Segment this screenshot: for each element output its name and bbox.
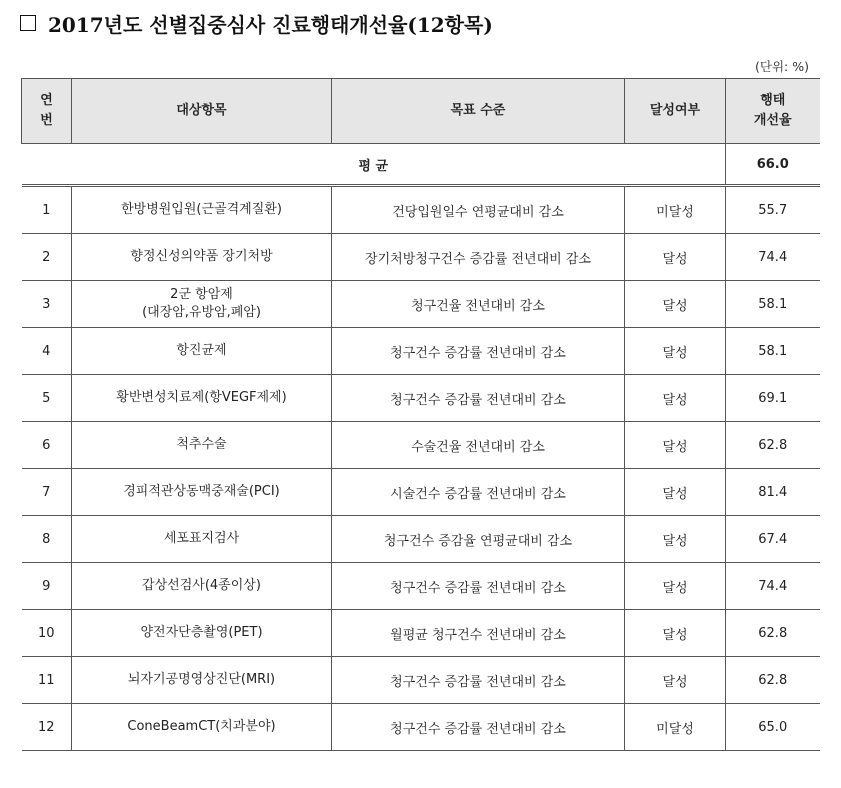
row-item	[72, 469, 332, 516]
row-target: 월평균 청구건수 전년대비 감소	[332, 610, 625, 657]
row-no: 3	[22, 281, 72, 328]
header-target: 목표 수준	[332, 79, 625, 144]
header-rate-line2: 개선율	[753, 113, 792, 128]
row-no: 11	[22, 657, 72, 704]
row-no: 7	[22, 469, 72, 516]
row-no: 4	[22, 328, 72, 375]
row-item	[72, 610, 332, 657]
row-no: 10	[22, 610, 72, 657]
row-achieved: 미달성	[625, 704, 726, 751]
row-rate: 74.4	[726, 563, 820, 610]
row-item-line1: 척추수술	[176, 437, 227, 452]
header-no	[22, 79, 72, 144]
table-row	[22, 704, 820, 751]
row-achieved: 미달성	[625, 186, 726, 234]
row-target: 청구건수 증감률 전년대비 감소	[332, 704, 625, 751]
header-achieved: 달성여부	[625, 79, 726, 144]
row-item-line1: 갑상선검사(4종이상)	[142, 578, 261, 593]
row-rate: 81.4	[726, 469, 820, 516]
header-no-line2: 번	[40, 113, 53, 128]
average-value: 66.0	[726, 144, 820, 186]
row-item-line1: 항진균제	[176, 343, 227, 358]
row-achieved: 달성	[625, 563, 726, 610]
header-item: 대상항목	[72, 79, 332, 144]
row-rate: 65.0	[726, 704, 820, 751]
row-rate: 62.8	[726, 422, 820, 469]
average-row	[22, 144, 820, 186]
row-target: 수술건율 전년대비 감소	[332, 422, 625, 469]
row-rate: 67.4	[726, 516, 820, 563]
average-label: 평 균	[22, 144, 726, 186]
row-item	[72, 186, 332, 234]
row-achieved: 달성	[625, 610, 726, 657]
row-item	[72, 704, 332, 751]
row-rate: 74.4	[726, 234, 820, 281]
row-no: 1	[22, 186, 72, 234]
table-row	[22, 375, 820, 422]
header-rate	[726, 79, 820, 144]
table-row	[22, 469, 820, 516]
row-no: 12	[22, 704, 72, 751]
table-row	[22, 563, 820, 610]
row-target: 청구건수 증감율 연평균대비 감소	[332, 516, 625, 563]
row-rate: 69.1	[726, 375, 820, 422]
checkbox-square-icon	[20, 15, 36, 31]
row-item-line1: 한방병원입원(근골격계질환)	[121, 202, 282, 217]
row-item-line1: 세포표지검사	[163, 531, 240, 546]
row-achieved: 달성	[625, 469, 726, 516]
row-item-line1: 뇌자기공명영상진단(MRI)	[127, 672, 276, 687]
row-target: 청구건수 증감률 전년대비 감소	[332, 563, 625, 610]
row-achieved: 달성	[625, 375, 726, 422]
row-item	[72, 234, 332, 281]
row-no: 6	[22, 422, 72, 469]
row-item-line1: ConeBeamCT(치과분야)	[127, 719, 276, 734]
row-item-line1: 황반변성치료제(항VEGF제제)	[116, 390, 287, 405]
table-row	[22, 610, 820, 657]
row-achieved: 달성	[625, 657, 726, 704]
table-row	[22, 234, 820, 281]
title-text: 2017년도 선별집중심사 진료행태개선율(12항목)	[48, 12, 493, 37]
table-row	[22, 516, 820, 563]
row-no: 2	[22, 234, 72, 281]
row-item-line1: 향정신성의약품 장기처방	[130, 249, 273, 264]
row-item-line1: 양전자단층촬영(PET)	[140, 625, 263, 640]
row-rate: 58.1	[726, 328, 820, 375]
row-item-line1: 경피적관상동맥중재술(PCI)	[123, 484, 280, 499]
document-title	[20, 8, 493, 38]
row-target: 청구건수 증감률 전년대비 감소	[332, 657, 625, 704]
row-item	[72, 328, 332, 375]
row-target: 시술건수 증감률 전년대비 감소	[332, 469, 625, 516]
row-item	[72, 516, 332, 563]
row-item	[72, 281, 332, 328]
row-achieved: 달성	[625, 234, 726, 281]
table-row	[22, 186, 820, 234]
row-achieved: 달성	[625, 328, 726, 375]
row-no: 9	[22, 563, 72, 610]
table-row	[22, 328, 820, 375]
table-header-row	[22, 79, 820, 144]
row-rate: 62.8	[726, 657, 820, 704]
table-row	[22, 281, 820, 328]
table-row	[22, 657, 820, 704]
row-rate: 62.8	[726, 610, 820, 657]
row-target: 청구건수 증감률 전년대비 감소	[332, 328, 625, 375]
row-item-line2: (대장암,유방암,폐암)	[142, 305, 261, 320]
row-target: 청구건율 전년대비 감소	[332, 281, 625, 328]
row-item	[72, 422, 332, 469]
row-no: 8	[22, 516, 72, 563]
row-target: 장기처방청구건수 증감률 전년대비 감소	[332, 234, 625, 281]
row-no: 5	[22, 375, 72, 422]
unit-note: (단위: %)	[755, 59, 809, 74]
row-item	[72, 657, 332, 704]
row-item	[72, 563, 332, 610]
row-target: 청구건수 증감률 전년대비 감소	[332, 375, 625, 422]
row-target: 건당입원일수 연평균대비 감소	[332, 186, 625, 234]
row-item	[72, 375, 332, 422]
header-rate-line1: 행태	[760, 93, 786, 108]
row-rate: 58.1	[726, 281, 820, 328]
improvement-rate-table	[21, 78, 820, 751]
row-achieved: 달성	[625, 281, 726, 328]
row-achieved: 달성	[625, 422, 726, 469]
row-achieved: 달성	[625, 516, 726, 563]
row-rate: 55.7	[726, 186, 820, 234]
table-row	[22, 422, 820, 469]
header-no-line1: 연	[40, 93, 53, 108]
row-item-line1: 2군 항암제	[170, 287, 233, 302]
